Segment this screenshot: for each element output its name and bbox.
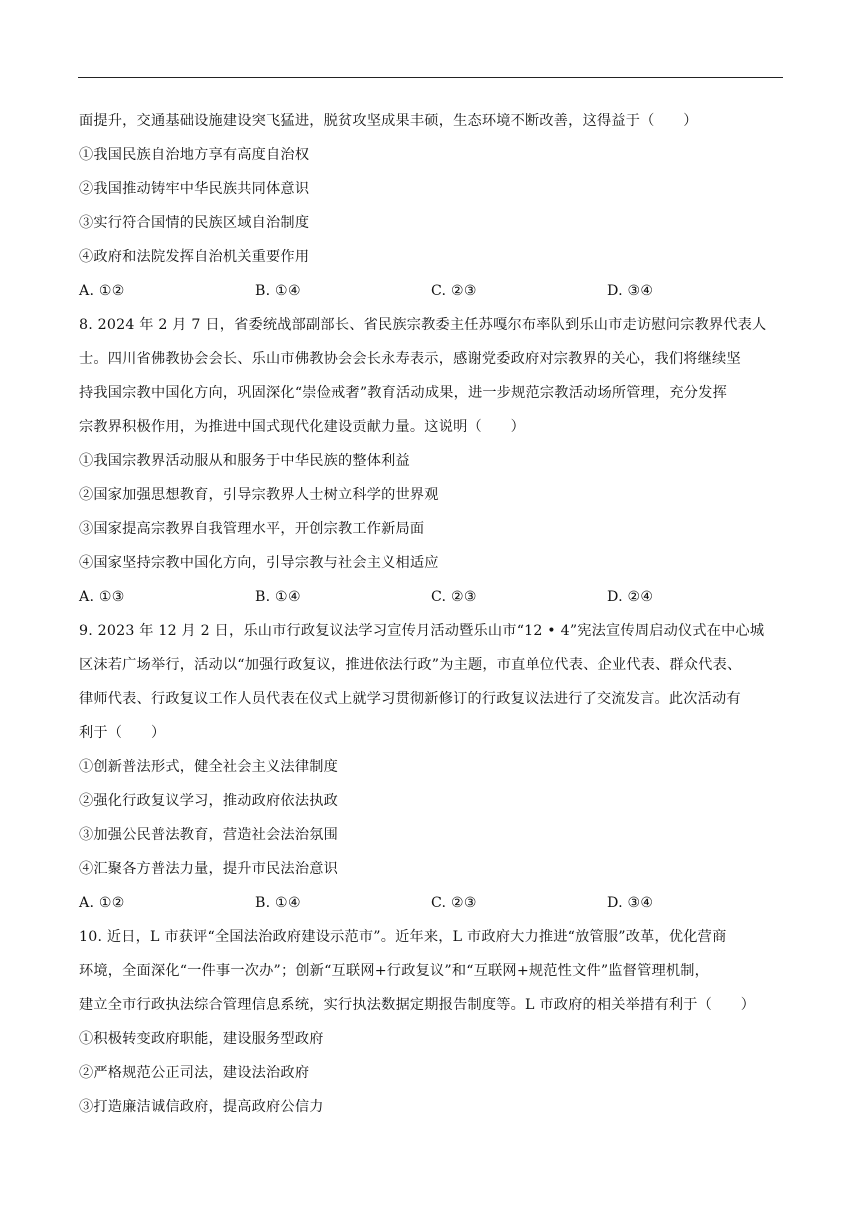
choice-a: A. ①② — [79, 283, 125, 299]
question-stem-line: 9. 2023 年 12 月 2 日，乐山市行政复议法学习宣传月活动暨乐山市“12 • 4”宪法宣传周启动仪式在中心城 — [79, 623, 765, 639]
option-3: ③实行符合国情的民族区域自治制度 — [79, 215, 310, 231]
choice-c: C. ②③ — [431, 283, 477, 299]
question-stem-line: 环境，全面深化“一件事一次办”；创新“互联网+行政复议”和“互联网+规范性文件”监督管理机制， — [79, 963, 710, 979]
question-stem-line: 面提升，交通基础设施建设突飞猛进，脱贫攻坚成果丰硕，生态环境不断改善，这得益于（ ） — [79, 113, 698, 129]
question-stem-line: 10. 近日，L 市获评“全国法治政府建设示范市”。近年来，L 市政府大力推进“放管服”改革，优化营商 — [79, 929, 727, 945]
question-stem-line: 8. 2024 年 2 月 7 日，省委统战部副部长、省民族宗教委主任苏嘎尔布率队到乐山市走访慰问宗教界代表人 — [79, 317, 767, 333]
question-stem-line: 持我国宗教中国化方向，巩固深化“崇俭戒奢”教育活动成果，进一步规范宗教活动场所管理，充分发挥 — [79, 385, 727, 401]
answer-choices — [79, 886, 785, 920]
answer-choices — [79, 274, 785, 308]
question-8 — [79, 308, 785, 614]
option-2: ②国家加强思想教育，引导宗教界人士树立科学的世界观 — [79, 487, 439, 503]
option-4: ④政府和法院发挥自治机关重要作用 — [79, 249, 310, 265]
option-2: ②严格规范公正司法，建设法治政府 — [79, 1065, 310, 1081]
option-3: ③打造廉洁诚信政府，提高政府公信力 — [79, 1099, 324, 1115]
option-4: ④汇聚各方普法力量，提升市民法治意识 — [79, 861, 338, 877]
choice-b: B. ①④ — [255, 895, 301, 911]
choice-c: C. ②③ — [431, 895, 477, 911]
question-stem-line: 建立全市行政执法综合管理信息系统，实行执法数据定期报告制度等。L 市政府的相关举措有利于（ ） — [79, 997, 756, 1013]
question-stem-line: 士。四川省佛教协会会长、乐山市佛教协会会长永寿表示，感谢党委政府对宗教界的关心，我们将继续坚 — [79, 351, 741, 367]
page-content — [79, 104, 785, 1124]
question-7 — [79, 104, 785, 308]
answer-choices — [79, 580, 785, 614]
option-1: ①积极转变政府职能，建设服务型政府 — [79, 1031, 324, 1047]
option-1: ①创新普法形式，健全社会主义法律制度 — [79, 759, 338, 775]
option-2: ②我国推动铸牢中华民族共同体意识 — [79, 181, 310, 197]
choice-a: A. ①③ — [79, 589, 125, 605]
choice-d: D. ③④ — [607, 283, 654, 299]
option-1: ①我国宗教界活动服从和服务于中华民族的整体利益 — [79, 453, 410, 469]
choice-a: A. ①② — [79, 895, 125, 911]
choice-b: B. ①④ — [255, 589, 301, 605]
choice-b: B. ①④ — [255, 283, 301, 299]
choice-d: D. ③④ — [607, 895, 654, 911]
question-stem-line: 利于（ ） — [79, 725, 166, 741]
choice-d: D. ②④ — [607, 589, 654, 605]
option-1: ①我国民族自治地方享有高度自治权 — [79, 147, 310, 163]
question-9 — [79, 614, 785, 920]
option-3: ③国家提高宗教界自我管理水平，开创宗教工作新局面 — [79, 521, 425, 537]
question-10 — [79, 920, 785, 1124]
question-stem-line: 宗教界积极作用，为推进中国式现代化建设贡献力量。这说明（ ） — [79, 419, 526, 435]
option-2: ②强化行政复议学习，推动政府依法执政 — [79, 793, 338, 809]
question-stem-line: 律师代表、行政复议工作人员代表在仪式上就学习贯彻新修订的行政复议法进行了交流发言。此次活动有 — [79, 691, 741, 707]
option-4: ④国家坚持宗教中国化方向，引导宗教与社会主义相适应 — [79, 555, 439, 571]
option-3: ③加强公民普法教育，营造社会法治氛围 — [79, 827, 338, 843]
header-rule — [78, 77, 783, 78]
question-stem-line: 区沫若广场举行，活动以“加强行政复议，推进依法行政”为主题，市直单位代表、企业代表、群众代表、 — [79, 657, 742, 673]
choice-c: C. ②③ — [431, 589, 477, 605]
